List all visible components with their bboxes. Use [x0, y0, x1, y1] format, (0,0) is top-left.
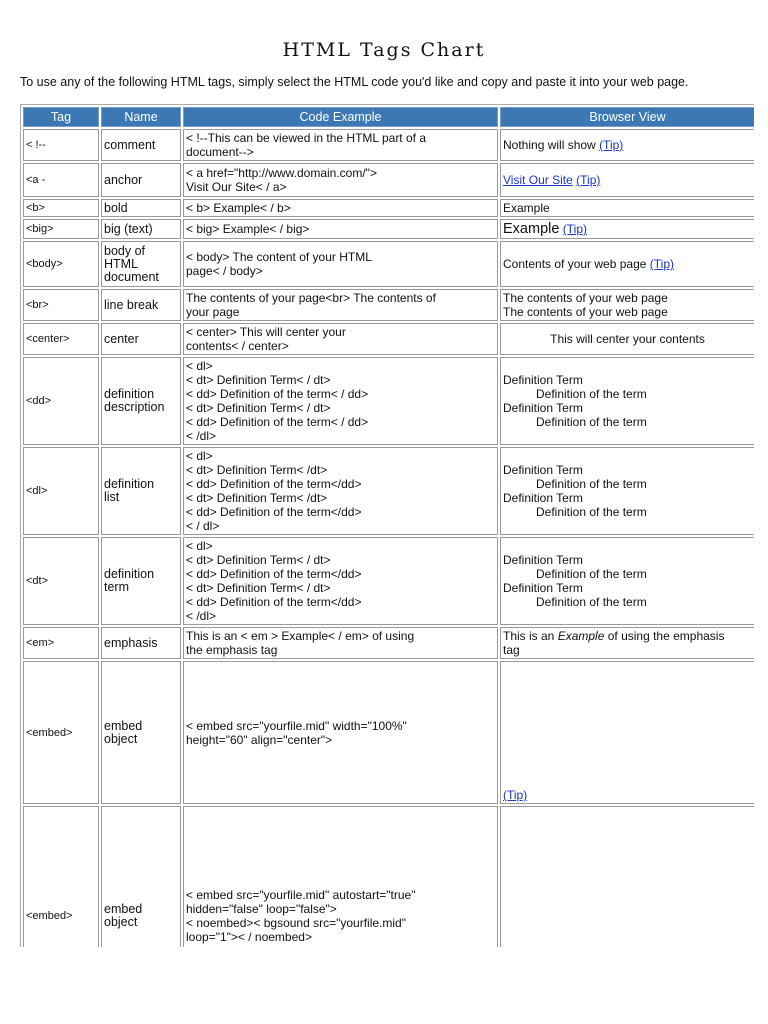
code-line: < dd> Definition of the term</dd>	[186, 595, 362, 609]
view-line: Definition of the term	[536, 595, 647, 609]
tag-cell: <dd>	[23, 357, 99, 445]
view-cell	[500, 219, 754, 239]
view-cell	[500, 289, 754, 321]
view-line: The contents of your web page	[503, 305, 668, 319]
name-cell: comment	[101, 129, 181, 161]
name-line: embed	[104, 718, 143, 733]
tip-link[interactable]: (Tip)	[599, 138, 624, 152]
code-line: your page	[186, 305, 240, 319]
view-line: Definition Term	[503, 401, 583, 415]
header-tag: Tag	[23, 107, 99, 127]
tip-link[interactable]: (Tip)	[576, 173, 601, 187]
header-browser-view: Browser View	[500, 107, 754, 127]
view-cell	[500, 537, 754, 625]
table-row	[23, 199, 754, 217]
view-cell	[500, 447, 754, 535]
code-line: < big> Example< / big>	[186, 222, 310, 236]
name-line: definition	[104, 567, 155, 581]
code-line: Visit Our Site< / a>	[186, 180, 287, 194]
name-line: body of	[104, 243, 146, 258]
table-row	[23, 627, 754, 659]
code-cell	[183, 199, 498, 217]
view-line: Definition Term	[503, 581, 583, 595]
tag-cell: <b>	[23, 199, 99, 217]
code-line: < dd> Definition of the term< / dd>	[186, 387, 369, 401]
code-line: < b> Example< / b>	[186, 201, 291, 215]
code-cell	[183, 357, 498, 445]
tags-table	[20, 104, 754, 947]
code-cell	[183, 447, 498, 535]
code-line: < dt> Definition Term< / dt>	[186, 401, 331, 415]
code-cell	[183, 537, 498, 625]
view-line: Definition of the term	[536, 477, 647, 491]
name-cell	[101, 537, 181, 625]
tag-cell: <br>	[23, 289, 99, 321]
name-line: document	[104, 269, 159, 284]
view-text: Nothing will show	[503, 138, 596, 152]
view-line: The contents of your web page	[503, 291, 668, 305]
code-cell	[183, 219, 498, 239]
page-title: HTML Tags Chart	[282, 39, 486, 61]
name-line: object	[104, 915, 138, 929]
code-cell	[183, 289, 498, 321]
view-text: Example	[503, 221, 560, 237]
tag-cell: <embed>	[23, 806, 99, 947]
name-line: definition	[104, 477, 155, 491]
view-line: Definition of the term	[536, 387, 647, 401]
name-line: object	[104, 731, 138, 746]
view-text: Example	[503, 201, 550, 215]
code-line: page< / body>	[186, 264, 263, 278]
tip-link[interactable]: (Tip)	[503, 788, 528, 802]
table-row	[23, 129, 754, 161]
code-line: < dt> Definition Term< / dt>	[186, 373, 331, 387]
table-row	[23, 357, 754, 445]
code-line: < /dl>	[186, 429, 217, 443]
name-line: description	[104, 400, 165, 414]
code-cell	[183, 129, 498, 161]
code-line: < body> The content of your HTML	[186, 250, 372, 264]
code-line: < dt> Definition Term< / dt>	[186, 553, 331, 567]
table-row	[23, 537, 754, 625]
code-line: < embed src="yourfile.mid" autostart="true"	[186, 888, 416, 902]
tag-cell: <body>	[23, 241, 99, 287]
tag-cell: <embed>	[23, 661, 99, 804]
table-row	[23, 447, 754, 535]
view-line: Definition Term	[503, 553, 583, 567]
code-cell	[183, 806, 498, 947]
code-line: document-->	[186, 145, 254, 159]
view-cell	[500, 129, 754, 161]
name-line: definition	[104, 387, 155, 401]
emphasized-text: Example	[557, 629, 605, 643]
tag-cell: <em>	[23, 627, 99, 659]
name-cell: anchor	[101, 163, 181, 197]
tag-cell: <dl>	[23, 447, 99, 535]
code-cell	[183, 241, 498, 287]
code-line: loop="1">< / noembed>	[186, 930, 312, 944]
table-row	[23, 163, 754, 197]
name-line: list	[104, 490, 120, 504]
view-cell	[500, 806, 754, 947]
table-row	[23, 289, 754, 321]
view-cell	[500, 661, 754, 804]
code-line: < dt> Definition Term< /dt>	[186, 463, 328, 477]
code-line: < dd> Definition of the term</dd>	[186, 477, 362, 491]
name-cell: center	[101, 323, 181, 355]
name-cell: line break	[101, 289, 181, 321]
view-text: This will center your contents	[550, 332, 705, 346]
view-cell	[500, 627, 754, 659]
view-line: Definition Term	[503, 373, 583, 387]
code-line: < !--This can be viewed in the HTML part of a	[186, 131, 426, 145]
intro-text: To use any of the following HTML tags, simply select the HTML code you'd like and copy and paste it into your web page.	[20, 75, 689, 89]
code-line: the emphasis tag	[186, 643, 278, 657]
tags-table-container	[20, 104, 754, 947]
code-cell	[183, 661, 498, 804]
table-row	[23, 806, 754, 947]
table-row	[23, 661, 754, 804]
header-name: Name	[101, 107, 181, 127]
tip-link[interactable]: (Tip)	[562, 222, 587, 236]
table-header-row	[23, 107, 754, 127]
tip-link[interactable]: (Tip)	[649, 257, 674, 271]
code-line: < / dl>	[186, 519, 220, 533]
code-line: height="60" align="center">	[186, 732, 333, 747]
tag-cell: <dt>	[23, 537, 99, 625]
code-line: < center> This will center your	[186, 325, 346, 339]
view-cell	[500, 199, 754, 217]
table-row	[23, 323, 754, 355]
name-cell	[101, 661, 181, 804]
view-cell	[500, 323, 754, 355]
name-cell: bold	[101, 199, 181, 217]
tag-cell: <big>	[23, 219, 99, 239]
code-line: < a href="http://www.domain.com/">	[186, 166, 377, 180]
view-line: Definition of the term	[536, 567, 647, 581]
code-line: < dl>	[186, 449, 213, 463]
tag-cell: <a -	[23, 163, 99, 197]
code-cell	[183, 627, 498, 659]
name-line: embed	[104, 902, 143, 916]
view-line: Definition Term	[503, 491, 583, 505]
view-line: Definition of the term	[536, 415, 647, 429]
code-line: < /dl>	[186, 609, 217, 623]
name-cell	[101, 357, 181, 445]
name-cell: emphasis	[101, 627, 181, 659]
name-cell	[101, 447, 181, 535]
code-line: contents< / center>	[186, 339, 289, 353]
code-line: < dt> Definition Term< / dt>	[186, 581, 331, 595]
code-line: < embed src="yourfile.mid" width="100%"	[186, 718, 407, 733]
view-text: This is an	[503, 629, 555, 643]
view-cell	[500, 357, 754, 445]
name-line: HTML	[104, 256, 139, 271]
table-row	[23, 219, 754, 239]
table-row	[23, 241, 754, 287]
view-line	[503, 629, 752, 643]
name-line: term	[104, 580, 129, 594]
view-text: of using the emphasis	[607, 629, 725, 643]
tag-cell: < !--	[23, 129, 99, 161]
view-cell	[500, 241, 754, 287]
view-text: Contents of your web page	[503, 257, 647, 271]
code-line: This is an < em > Example< / em> of using	[186, 629, 415, 643]
view-line: Definition of the term	[536, 505, 647, 519]
name-cell: big (text)	[101, 219, 181, 239]
code-line: < dd> Definition of the term</dd>	[186, 505, 362, 519]
view-cell	[500, 163, 754, 197]
code-line: hidden="false" loop="false">	[186, 902, 337, 916]
view-line: tag	[503, 643, 520, 657]
code-line: The contents of your page<br> The contents of	[186, 291, 436, 305]
code-line: < noembed>< bgsound src="yourfile.mid"	[186, 916, 406, 930]
code-cell	[183, 323, 498, 355]
view-line: Definition Term	[503, 463, 583, 477]
code-line: < dd> Definition of the term</dd>	[186, 567, 362, 581]
code-line: < dl>	[186, 539, 213, 553]
name-cell	[101, 806, 181, 947]
code-line: < dl>	[186, 359, 213, 373]
code-line: < dt> Definition Term< /dt>	[186, 491, 328, 505]
visit-site-link[interactable]: Visit Our Site	[503, 173, 573, 187]
code-line: < dd> Definition of the term< / dd>	[186, 415, 369, 429]
tag-cell: <center>	[23, 323, 99, 355]
header-code-example: Code Example	[183, 107, 498, 127]
name-cell	[101, 241, 181, 287]
code-cell	[183, 163, 498, 197]
